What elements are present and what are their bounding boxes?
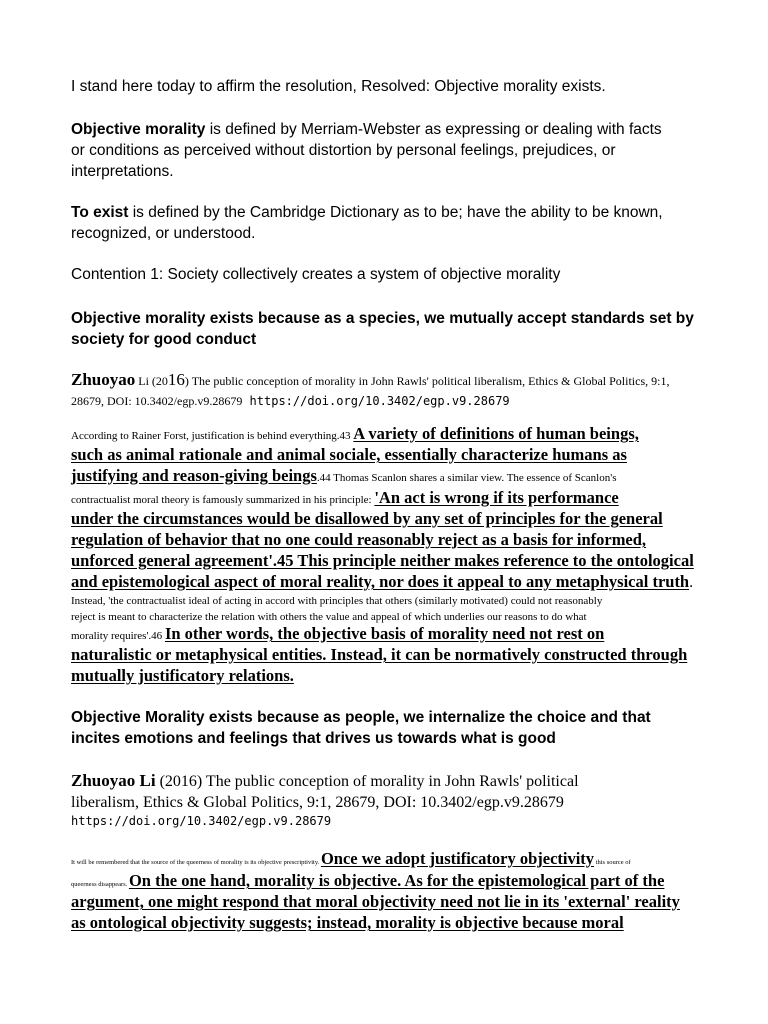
citation-2 (71, 770, 699, 829)
card-unread-text: queerness disappears. (71, 881, 129, 888)
citation-year: 16 (167, 370, 185, 389)
card-underlined-text: unforced general agreement'.45 This principle neither makes reference to the ontological (71, 551, 694, 570)
tag-line: society for good conduct (71, 331, 257, 348)
card-unread-text: .44 Thomas Scanlon shares a similar view. The essence of Scanlon's (316, 472, 617, 484)
tag-heading-1 (71, 308, 699, 350)
citation-text: liberalism, Ethics & Global Politics, 9:1, 28679, DOI: 10.3402/egp.v9.28679 (71, 794, 564, 811)
card-underlined-text: naturalistic or metaphysical entities. Instead, it can be normatively constructed through (71, 645, 688, 664)
definition-text: is defined by Merriam-Webster as expressing or dealing with facts (205, 121, 662, 138)
definition-term: To exist (71, 204, 129, 221)
card-underlined-text: under the circumstances would be disallowed by any set of principles for the general (71, 509, 663, 528)
tag-line: Objective morality exists because as a species, we mutually accept standards set by (71, 310, 694, 327)
card-unread-text: It will be remembered that the source of the queerness of morality is its objective prescriptivity. (71, 859, 321, 866)
definition-term: Objective morality (71, 121, 206, 138)
card-unread-text: reject is meant to characterize the relation with others the value and appeal of which underlies our reasons to do what (71, 611, 587, 623)
citation-url[interactable]: https://doi.org/10.3402/egp.v9.28679 (71, 814, 332, 828)
citation-author: Zhuoyao Li (71, 771, 156, 790)
contention-heading: Contention 1: Society collectively creates a system of objective morality (71, 266, 561, 283)
tag-line: Objective Morality exists because as people, we internalize the choice and that (71, 709, 651, 726)
card-unread-text: . (689, 574, 694, 591)
card-underlined-text: 'An act is wrong if its performance (374, 488, 619, 507)
card-underlined-text: justifying and reason-giving beings (71, 466, 317, 485)
card-underlined-text: A variety of definitions of human beings, (353, 424, 639, 443)
card-underlined-text: regulation of behavior that no one could reasonably reject as a basis for informed, (71, 530, 647, 549)
citation-text: (2016) The public conception of morality in John Rawls' political (155, 773, 579, 790)
card-underlined-text: and epistemological aspect of moral reality, nor does it appeal to any metaphysical truth (71, 572, 690, 591)
intro-paragraph: I stand here today to affirm the resolution, Resolved: Objective morality exists. (71, 78, 606, 95)
citation-text: Li (20 (135, 374, 168, 388)
card-underlined-text: On the one hand, morality is objective. As for the epistemological part of the (128, 871, 665, 890)
card-underlined-text: as ontological objectivity suggests; instead, morality is objective because moral (71, 913, 624, 932)
card-unread-text: contractualist moral theory is famously summarized in his principle: (71, 494, 375, 506)
definition-text: interpretations. (71, 163, 174, 180)
card-unread-text: this source of (594, 859, 631, 866)
card-underlined-text: In other words, the objective basis of morality need not rest on (164, 624, 605, 643)
citation-author: Zhuoyao (71, 370, 136, 389)
tag-line: incites emotions and feelings that drives us towards what is good (71, 730, 556, 747)
definition-text: or conditions as perceived without distortion by personal feelings, prejudices, or (71, 142, 616, 159)
card-underlined-text: such as animal rationale and animal sociale, essentially characterize humans as (71, 445, 627, 464)
card-unread-text: According to Rainer Forst, justification is behind everything.43 (71, 430, 354, 442)
definition-to-exist (71, 202, 699, 244)
definition-text: is defined by the Cambridge Dictionary as to be; have the ability to be known, (128, 204, 663, 221)
card-unread-text: morality requires'.46 (71, 630, 165, 642)
card-unread-text: Instead, 'the contractualist ideal of acting in accord with principles that others (similarly motivated) could not reasonably (71, 595, 603, 607)
definition-objective-morality (71, 119, 699, 182)
citation-text: ) The public conception of morality in John Rawls' political liberalism, Ethics & Global Politics, 9:1, (184, 374, 670, 388)
card-underlined-text: Once we adopt justificatory objectivity (320, 849, 595, 868)
citation-text: 28679, DOI: 10.3402/egp.v9.28679 (71, 394, 243, 408)
citation-1 (71, 370, 699, 411)
citation-url[interactable]: https://doi.org/10.3402/egp.v9.28679 (242, 394, 510, 408)
definition-text: recognized, or understood. (71, 225, 256, 242)
card-underlined-text: mutually justificatory relations. (71, 666, 294, 685)
tag-heading-2 (71, 707, 699, 749)
card-underlined-text: argument, one might respond that moral objectivity need not lie in its 'external' reality (71, 892, 680, 911)
